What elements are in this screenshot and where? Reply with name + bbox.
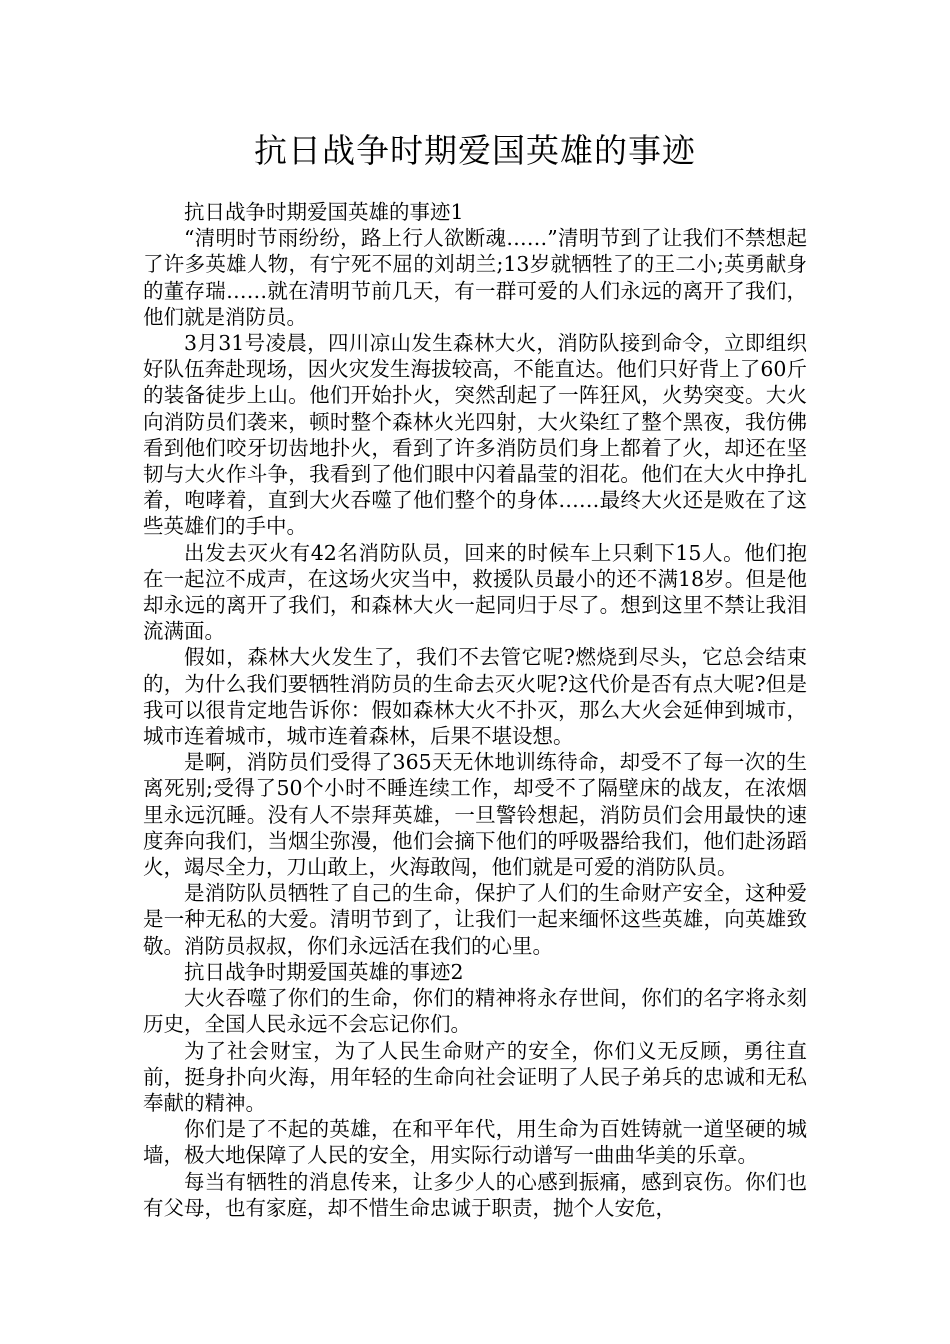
paragraph: 是啊，消防员们受得了365天无休地训练待命，却受不了每一次的生离死别;受得了50个小时不睡连续工作，却受不了隔壁床的战友，在浓烟里永远沉睡。没有人不崇拜英雄，一旦警铃想起，消防员们会用最快的速度奔向我们，当烟尘弥漫，他们会摘下他们的呼吸器给我们，他们赴汤蹈火，竭尽全力，刀山敢上，火海敢闯，他们就是可爱的消防队员。: [143, 750, 807, 880]
paragraph: “清明时节雨纷纷，路上行人欲断魂……”清明节到了让我们不禁想起了许多英雄人物，有宁死不屈的刘胡兰;13岁就牺牲了的王二小;英勇献身的董存瑞……就在清明节前几天，有一群可爱的人们永远的离开了我们，他们就是消防员。: [143, 226, 807, 329]
section-heading: 抗日战争时期爱国英雄的事迹1: [184, 200, 464, 224]
section-heading: 抗日战争时期爱国英雄的事迹2: [184, 959, 464, 984]
document-title: 抗日战争时期爱国英雄的事迹: [254, 131, 696, 170]
paragraph: 出发去灭火有42名消防队员，回来的时候车上只剩下15人。他们抱在一起泣不成声，在这场火灾当中，救援队员最小的还不满18岁。但是他却永远的离开了我们，和森林大火一起同归于尽了。想到这里不禁让我泪流满面。: [143, 540, 807, 644]
paragraph: 假如，森林大火发生了，我们不去管它呢?燃烧到尽头，它总会结束的，为什么我们要牺牲消防员的生命去灭火呢?这代价是否有点大呢?但是我可以很肯定地告诉你：假如森林大火不扑灭，那么大火会延伸到城市，城市连着城市，城市连着森林，后果不堪设想。: [143, 645, 807, 749]
paragraph: 为了社会财宝，为了人民生命财产的安全，你们义无反顾，勇往直前，挺身扑向火海，用年轻的生命向社会证明了人民子弟兵的忠诚和无私奉献的精神。: [143, 1038, 807, 1115]
paragraph: 3月31号凌晨，四川凉山发生森林大火，消防队接到命令，立即组织好队伍奔赴现场，因火灾发生海拔较高，不能直达。他们只好背上了60斤的装备徒步上山。他们开始扑火，突然刮起了一阵狂风，火势突变。大火向消防员们袭来，顿时整个森林火光四射，大火染红了整个黑夜，我仿佛看到他们咬牙切齿地扑火，看到了许多消防员们身上都着了火，却还在坚韧与大火作斗争，我看到了他们眼中闪着晶莹的泪花。他们在大火中挣扎着，咆哮着，直到大火吞噬了他们整个的身体……最终大火还是败在了这些英雄们的手中。: [143, 331, 807, 539]
paragraph: 每当有牺牲的消息传来，让多少人的心感到振痛，感到哀伤。你们也有父母，也有家庭，却不惜生命忠诚于职责，抛个人安危，: [143, 1169, 807, 1220]
paragraph: 是消防队员牺牲了自己的生命，保护了人们的生命财产安全，这种爱是一种无私的大爱。清明节到了，让我们一起来缅怀这些英雄，向英雄致敬。消防员叔叔，你们永远活在我们的心里。: [143, 881, 807, 958]
paragraph: 大火吞噬了你们的生命，你们的精神将永存世间，你们的名字将永刻历史，全国人民永远不会忘记你们。: [143, 986, 807, 1037]
paragraph: 你们是了不起的英雄，在和平年代，用生命为百姓铸就一道坚硬的城墙，极大地保障了人民的安全，用实际行动谱写一曲曲华美的乐章。: [143, 1117, 807, 1168]
document-body: [143, 199, 807, 1221]
